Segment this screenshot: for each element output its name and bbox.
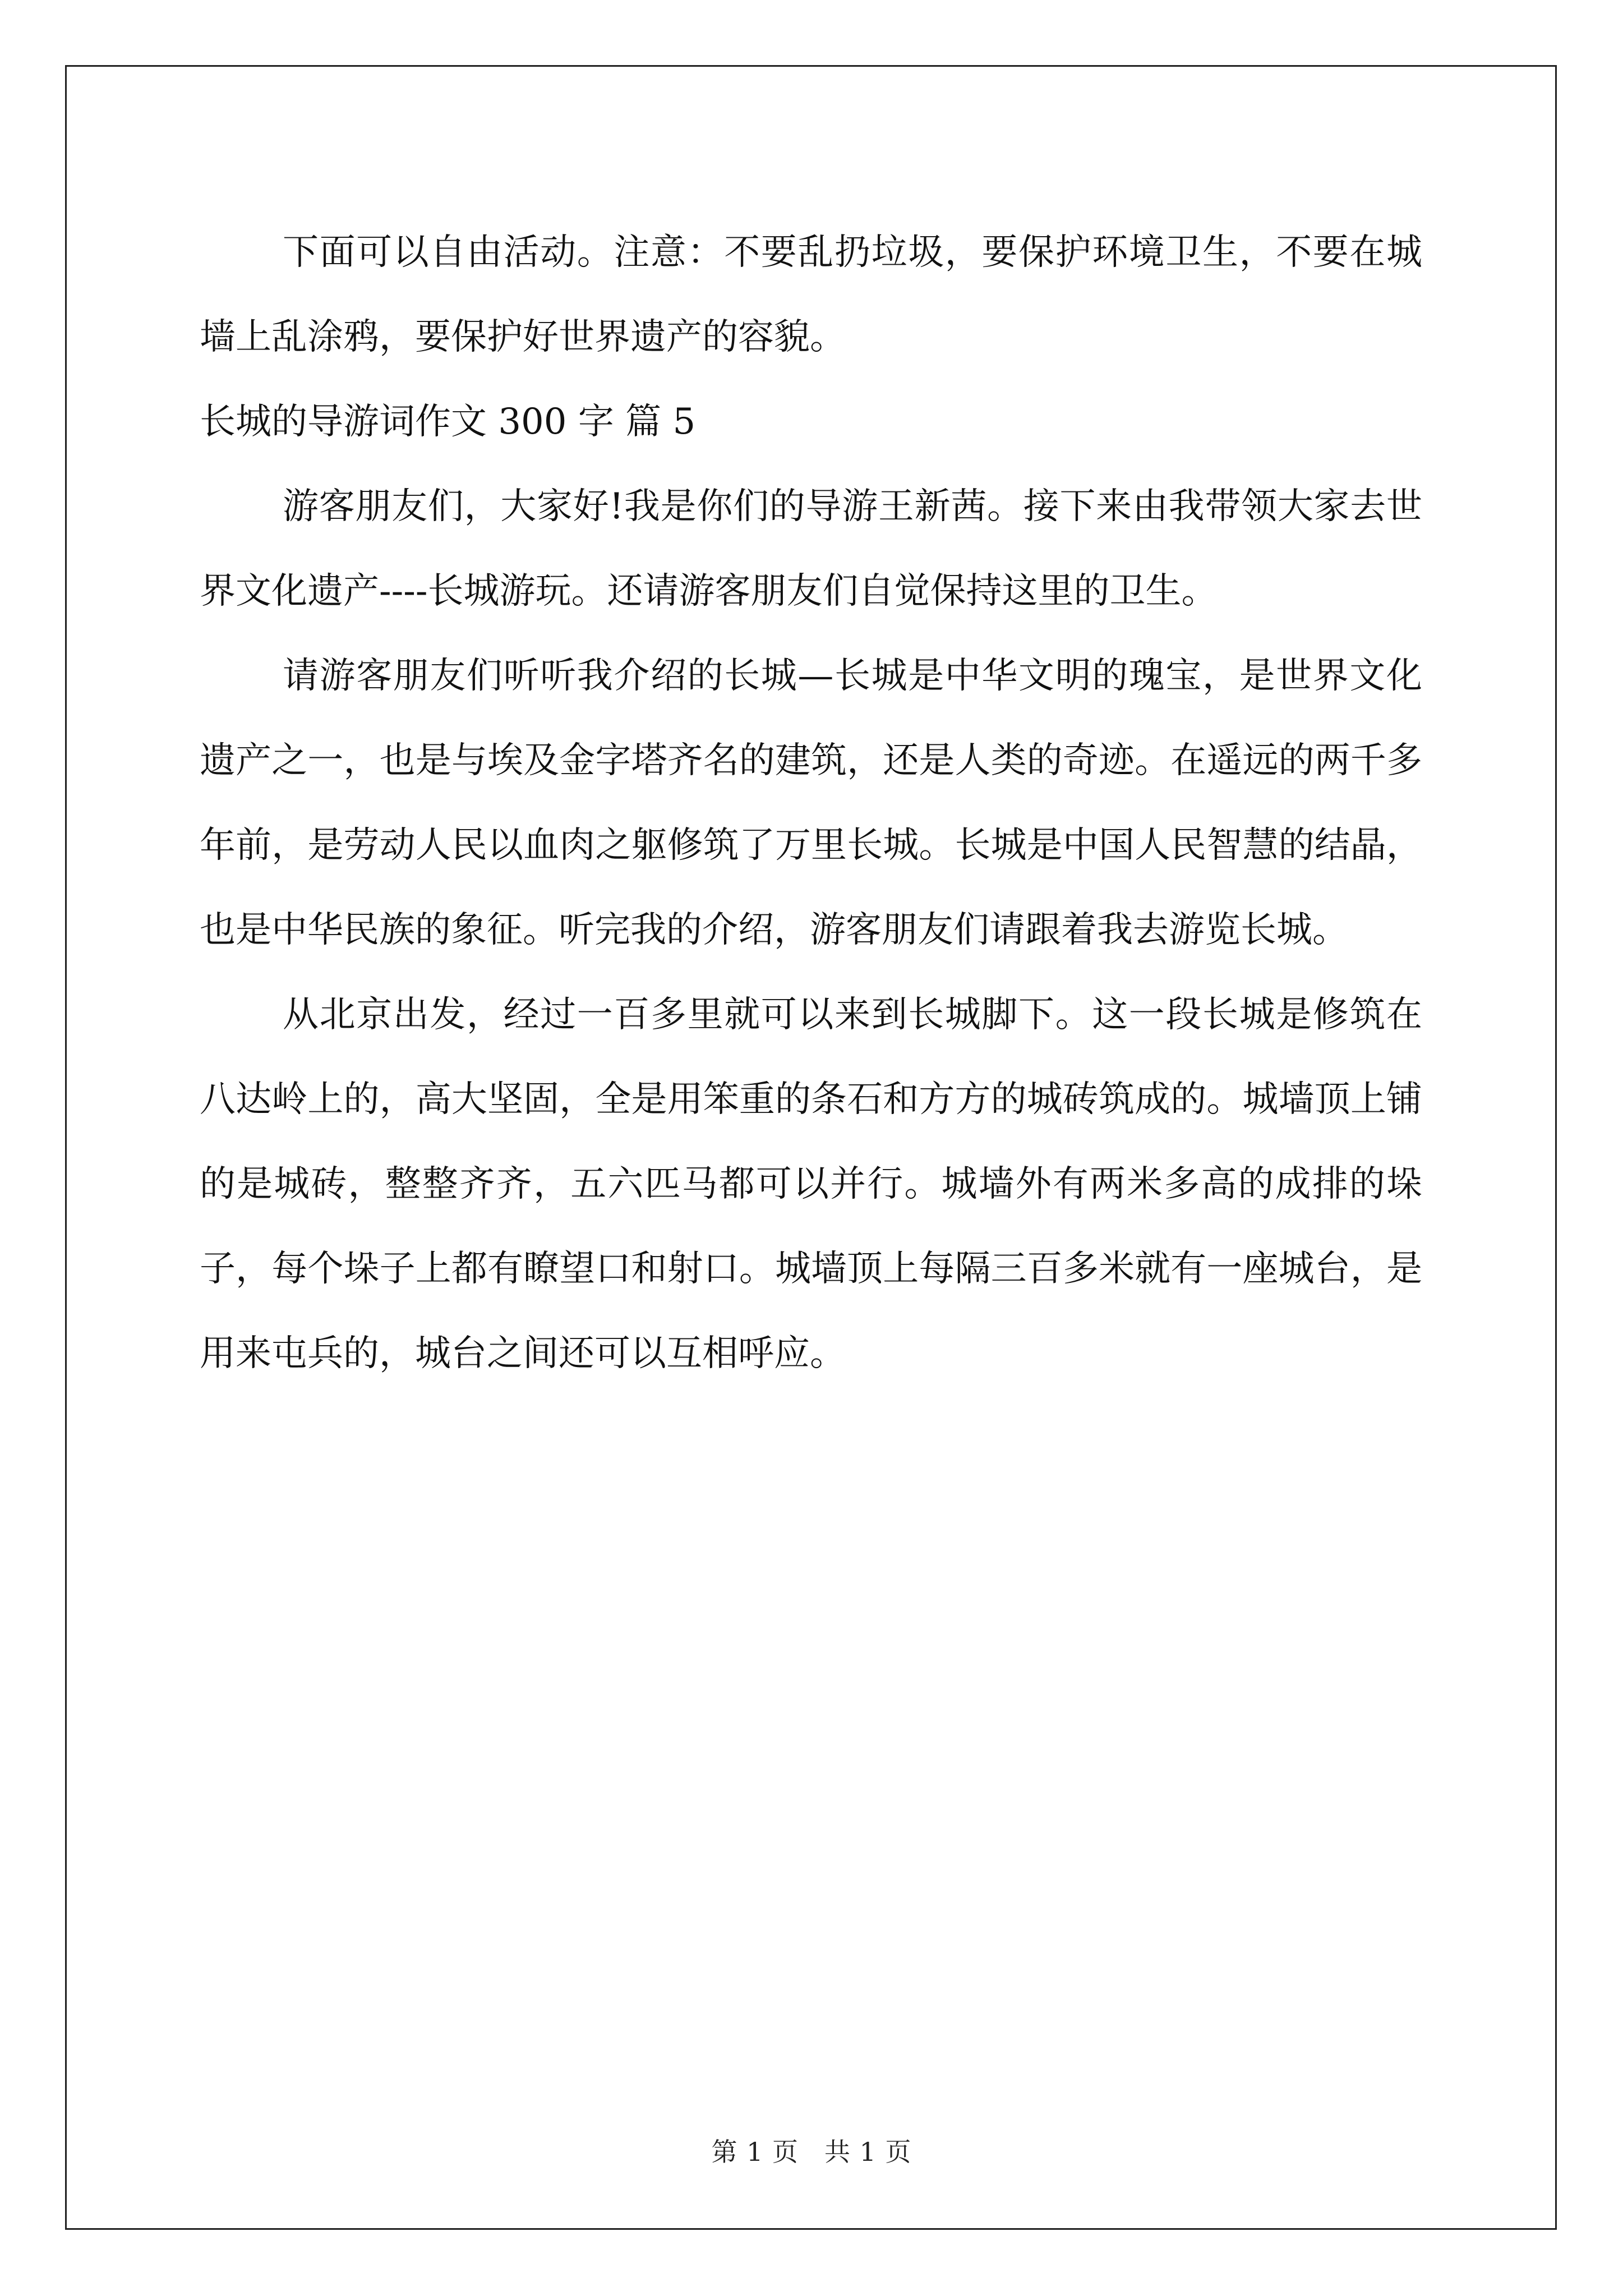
page-footer xyxy=(0,2135,1623,2169)
paragraph-badaling: 从北京出发，经过一百多里就可以来到长城脚下。这一段长城是修筑在八达岭上的，高大坚固，全是用笨重的条石和方方的城砖筑成的。城墙顶上铺的是城砖，整整齐齐，五六匹马都可以并行。城墙外有两米多高的成排的垛子，每个垛子上都有瞭望口和射口。城墙顶上每隔三百多米就有一座城台，是用来屯兵的，城台之间还可以互相呼应。 xyxy=(200,994,1422,1374)
page-total: 共 1 页 xyxy=(824,2137,912,2167)
section-heading: 长城的导游词作文 300 字 篇 5 xyxy=(200,401,696,443)
paragraph-introduction: 请游客朋友们听听我介绍的长城—长城是中华文明的瑰宝，是世界文化遗产之一，也是与埃及金字塔齐名的建筑，还是人类的奇迹。在遥远的两千多年前，是劳动人民以血肉之躯修筑了万里长城。长城是中国人民智慧的结晶，也是中华民族的象征。听完我的介绍，游客朋友们请跟着我去游览长城。 xyxy=(200,655,1422,951)
document-body xyxy=(200,210,1422,1396)
paragraph-free-activity: 下面可以自由活动。注意：不要乱扔垃圾，要保护环境卫生，不要在城墙上乱涂鸦，要保护好世界遗产的容貌。 xyxy=(200,232,1422,358)
page-number: 第 1 页 xyxy=(711,2137,799,2167)
paragraph-greeting: 游客朋友们，大家好!我是你们的导游王新茜。接下来由我带领大家去世界文化遗产----长城游玩。还请游客朋友们自觉保持这里的卫生。 xyxy=(200,486,1422,612)
